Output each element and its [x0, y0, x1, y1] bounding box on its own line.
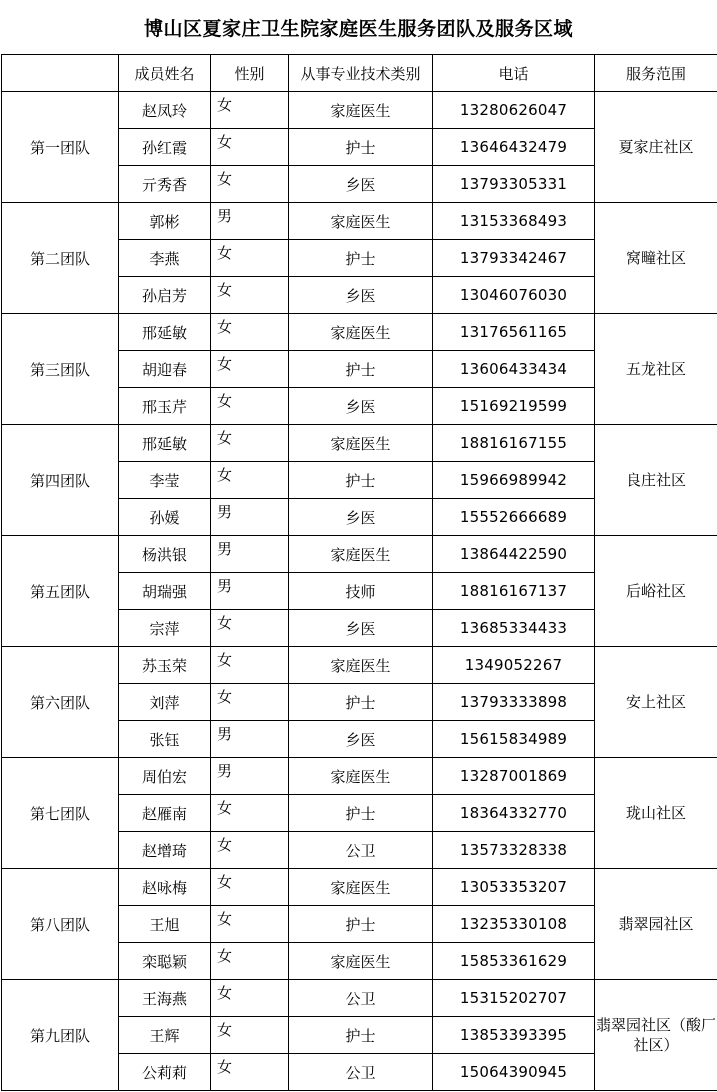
- team-name-cell: 第三团队: [2, 314, 119, 425]
- member-specialty-cell: 护士: [289, 462, 433, 499]
- member-phone-cell: 13280626047: [433, 92, 595, 129]
- roster-body: [2, 92, 717, 1091]
- member-specialty-cell: 技师: [289, 573, 433, 610]
- member-phone-cell: 13793305331: [433, 166, 595, 203]
- member-phone-cell: 13153368493: [433, 203, 595, 240]
- member-name-cell: 王旭: [119, 906, 211, 943]
- member-name-cell: 李莹: [119, 462, 211, 499]
- member-gender-cell: 女: [211, 277, 289, 314]
- member-gender-cell: 男: [211, 536, 289, 573]
- team-roster-table: [1, 54, 717, 1091]
- member-phone-cell: 13176561165: [433, 314, 595, 351]
- member-specialty-cell: 家庭医生: [289, 314, 433, 351]
- table-row: [2, 869, 717, 906]
- service-area-cell: 珑山社区: [595, 758, 717, 869]
- member-phone-cell: 15853361629: [433, 943, 595, 980]
- member-gender-cell: 男: [211, 758, 289, 795]
- member-gender-cell: 女: [211, 240, 289, 277]
- member-name-cell: 刘萍: [119, 684, 211, 721]
- header-row: [2, 55, 717, 92]
- member-phone-cell: 18364332770: [433, 795, 595, 832]
- member-specialty-cell: 家庭医生: [289, 647, 433, 684]
- member-name-cell: 王辉: [119, 1017, 211, 1054]
- header-phone: 电话: [433, 55, 595, 92]
- member-phone-cell: 13046076030: [433, 277, 595, 314]
- member-specialty-cell: 家庭医生: [289, 943, 433, 980]
- member-gender-cell: 女: [211, 388, 289, 425]
- member-specialty-cell: 家庭医生: [289, 758, 433, 795]
- member-phone-cell: 13853393395: [433, 1017, 595, 1054]
- member-gender-cell: 女: [211, 462, 289, 499]
- member-gender-cell: 女: [211, 647, 289, 684]
- member-name-cell: 赵凤玲: [119, 92, 211, 129]
- member-phone-cell: 18816167137: [433, 573, 595, 610]
- member-gender-cell: 女: [211, 869, 289, 906]
- member-specialty-cell: 护士: [289, 351, 433, 388]
- page-title: 博山区夏家庄卫生院家庭医生服务团队及服务区域: [143, 17, 573, 40]
- service-area-cell: 翡翠园社区（酸厂社区）: [595, 980, 717, 1091]
- member-specialty-cell: 公卫: [289, 980, 433, 1017]
- member-gender-cell: 女: [211, 129, 289, 166]
- member-gender-cell: 男: [211, 499, 289, 536]
- member-phone-cell: 13864422590: [433, 536, 595, 573]
- table-row: [2, 314, 717, 351]
- member-gender-cell: 女: [211, 92, 289, 129]
- member-specialty-cell: 乡医: [289, 499, 433, 536]
- member-name-cell: 杨洪银: [119, 536, 211, 573]
- member-phone-cell: 13793333898: [433, 684, 595, 721]
- member-phone-cell: 13287001869: [433, 758, 595, 795]
- member-gender-cell: 女: [211, 1017, 289, 1054]
- member-specialty-cell: 公卫: [289, 1054, 433, 1091]
- member-gender-cell: 女: [211, 684, 289, 721]
- service-area-cell: 翡翠园社区: [595, 869, 717, 980]
- table-row: [2, 980, 717, 1017]
- service-area-cell: 良庄社区: [595, 425, 717, 536]
- member-phone-cell: 13235330108: [433, 906, 595, 943]
- member-specialty-cell: 护士: [289, 240, 433, 277]
- member-phone-cell: 13606433434: [433, 351, 595, 388]
- table-row: [2, 92, 717, 129]
- member-name-cell: 邢延敏: [119, 425, 211, 462]
- table-row: [2, 536, 717, 573]
- member-name-cell: 郭彬: [119, 203, 211, 240]
- member-specialty-cell: 公卫: [289, 832, 433, 869]
- member-name-cell: 王海燕: [119, 980, 211, 1017]
- member-gender-cell: 女: [211, 906, 289, 943]
- header-specialty: 从事专业技术类别: [289, 55, 433, 92]
- member-name-cell: 邢玉芹: [119, 388, 211, 425]
- service-area-cell: 五龙社区: [595, 314, 717, 425]
- member-gender-cell: 女: [211, 832, 289, 869]
- member-name-cell: 苏玉荣: [119, 647, 211, 684]
- member-phone-cell: 13793342467: [433, 240, 595, 277]
- member-gender-cell: 女: [211, 425, 289, 462]
- table-row: [2, 758, 717, 795]
- member-name-cell: 孙启芳: [119, 277, 211, 314]
- table-row: [2, 425, 717, 462]
- member-gender-cell: 女: [211, 943, 289, 980]
- member-specialty-cell: 护士: [289, 129, 433, 166]
- member-phone-cell: 18816167155: [433, 425, 595, 462]
- member-specialty-cell: 家庭医生: [289, 425, 433, 462]
- member-name-cell: 赵咏梅: [119, 869, 211, 906]
- member-specialty-cell: 护士: [289, 1017, 433, 1054]
- team-name-cell: 第四团队: [2, 425, 119, 536]
- member-gender-cell: 男: [211, 203, 289, 240]
- member-name-cell: 孙红霞: [119, 129, 211, 166]
- member-phone-cell: 15064390945: [433, 1054, 595, 1091]
- member-specialty-cell: 家庭医生: [289, 869, 433, 906]
- member-name-cell: 栾聪颖: [119, 943, 211, 980]
- member-name-cell: 孙媛: [119, 499, 211, 536]
- header-gender: 性别: [211, 55, 289, 92]
- member-specialty-cell: 家庭医生: [289, 536, 433, 573]
- team-name-cell: 第七团队: [2, 758, 119, 869]
- member-gender-cell: 女: [211, 314, 289, 351]
- member-phone-cell: 15315202707: [433, 980, 595, 1017]
- table-row: [2, 647, 717, 684]
- member-name-cell: 胡瑞强: [119, 573, 211, 610]
- team-name-cell: 第九团队: [2, 980, 119, 1091]
- member-specialty-cell: 乡医: [289, 388, 433, 425]
- member-gender-cell: 女: [211, 351, 289, 388]
- service-area-cell: 安上社区: [595, 647, 717, 758]
- member-gender-cell: 男: [211, 721, 289, 758]
- member-specialty-cell: 护士: [289, 684, 433, 721]
- member-specialty-cell: 护士: [289, 906, 433, 943]
- team-name-cell: 第八团队: [2, 869, 119, 980]
- member-specialty-cell: 乡医: [289, 721, 433, 758]
- header-area: 服务范围: [595, 55, 717, 92]
- team-name-cell: 第五团队: [2, 536, 119, 647]
- member-specialty-cell: 乡医: [289, 166, 433, 203]
- member-phone-cell: 1349052267: [433, 647, 595, 684]
- service-area-cell: 窝疃社区: [595, 203, 717, 314]
- table-row: [2, 203, 717, 240]
- header-name: 成员姓名: [119, 55, 211, 92]
- member-specialty-cell: 乡医: [289, 610, 433, 647]
- member-phone-cell: 13053353207: [433, 869, 595, 906]
- member-name-cell: 赵增琦: [119, 832, 211, 869]
- member-name-cell: 邢延敏: [119, 314, 211, 351]
- member-phone-cell: 13685334433: [433, 610, 595, 647]
- service-area-cell: 夏家庄社区: [595, 92, 717, 203]
- member-phone-cell: 15966989942: [433, 462, 595, 499]
- member-specialty-cell: 护士: [289, 795, 433, 832]
- member-specialty-cell: 家庭医生: [289, 92, 433, 129]
- member-phone-cell: 15552666689: [433, 499, 595, 536]
- member-name-cell: 宗萍: [119, 610, 211, 647]
- member-name-cell: 亓秀香: [119, 166, 211, 203]
- team-name-cell: 第一团队: [2, 92, 119, 203]
- member-gender-cell: 女: [211, 166, 289, 203]
- member-name-cell: 李燕: [119, 240, 211, 277]
- team-name-cell: 第六团队: [2, 647, 119, 758]
- member-gender-cell: 女: [211, 980, 289, 1017]
- member-gender-cell: 女: [211, 610, 289, 647]
- member-phone-cell: 13573328338: [433, 832, 595, 869]
- member-phone-cell: 13646432479: [433, 129, 595, 166]
- member-name-cell: 胡迎春: [119, 351, 211, 388]
- member-gender-cell: 女: [211, 795, 289, 832]
- member-name-cell: 赵雁南: [119, 795, 211, 832]
- service-area-cell: 后峪社区: [595, 536, 717, 647]
- member-phone-cell: 15615834989: [433, 721, 595, 758]
- member-name-cell: 周伯宏: [119, 758, 211, 795]
- member-gender-cell: 女: [211, 1054, 289, 1091]
- member-gender-cell: 男: [211, 573, 289, 610]
- member-name-cell: 公莉莉: [119, 1054, 211, 1091]
- member-phone-cell: 15169219599: [433, 388, 595, 425]
- member-name-cell: 张钰: [119, 721, 211, 758]
- member-specialty-cell: 乡医: [289, 277, 433, 314]
- team-name-cell: 第二团队: [2, 203, 119, 314]
- member-specialty-cell: 家庭医生: [289, 203, 433, 240]
- header-team: [2, 55, 119, 92]
